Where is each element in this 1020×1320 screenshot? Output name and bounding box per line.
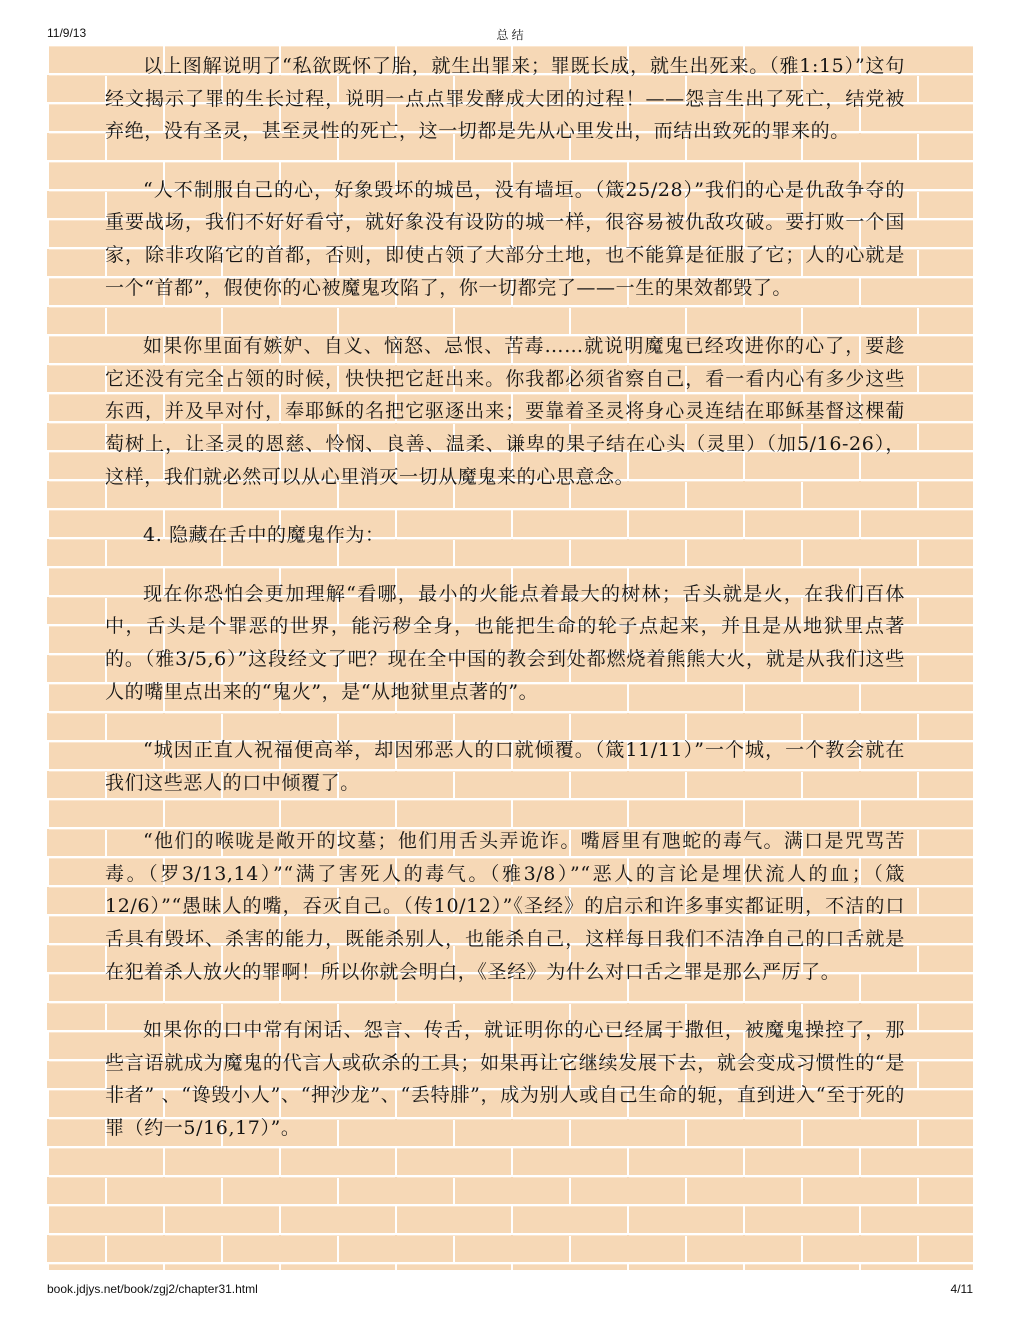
paragraph-5: “城因正直人祝福便高举，却因邪恶人的口就倾覆。（箴11/11）”一个城，一个教会就在我们这些恶人的口中倾覆了。: [105, 739, 905, 794]
paragraph-4: 现在你恐怕会更加理解“看哪，最小的火能点着最大的树林；舌头就是火，在我们百体中，舌头是个罪恶的世界，能污秽全身，也能把生命的轮子点起来，并且是从地狱里点著的。（雅3/5,6）”这段经文了吧？现在全中国的教会到处都燃烧着熊熊大火，就是从我们这些人的嘴里点出来的“鬼火”，是“从地狱里点著的”。: [105, 582, 905, 703]
print-date: 11/9/13: [47, 26, 87, 40]
page-url: book.jdjys.net/book/zgj2/chapter31.html: [47, 1282, 258, 1296]
brick-background-panel: [47, 44, 973, 1270]
page-number: 4/11: [950, 1282, 973, 1296]
paragraph-2: “人不制服自己的心，好象毁坏的城邑，没有墙垣。（箴25/28）”我们的心是仇敌争夺的重要战场，我们不好好看守，就好象没有设防的城一样，很容易被仇敌攻破。要打败一个国家，除非攻陷它的首都，否则，即使占领了大部分土地，也不能算是征服了它；人的心就是一个“首都”，假使你的心被魔鬼攻陷了，你一切都完了——一生的果效都毁了。: [105, 178, 905, 299]
paragraph-6: “他们的喉咙是敞开的坟墓；他们用舌头弄诡诈。嘴唇里有虺蛇的毒气。满口是咒骂苦毒。（罗3/13,14）”“满了害死人的毒气。（雅3/8）”“恶人的言论是埋伏流人的血；（箴12/6）”“愚昧人的嘴，吞灭自己。（传10/12）”《圣经》的启示和许多事实都证明，不洁的口舌具有毁坏、杀害的能力，既能杀别人，也能杀自己，这样每日我们不洁净自己的口舌就是在犯着杀人放火的罪啊！所以你就会明白，《圣经》为什么对口舌之罪是那么严厉了。: [105, 830, 905, 983]
print-header: [0, 22, 1020, 42]
paragraph-7: 如果你的口中常有闲话、怨言、传舌，就证明你的心已经属于撒但，被魔鬼操控了，那些言语就成为魔鬼的代言人或砍杀的工具；如果再让它继续发展下去，就会变成习惯性的“是非者” 、“谗毁小人”、“押沙龙”、“丢特腓”，成为别人或自己生命的轭，直到进入“至于死的罪（约一5/16,17）”。: [105, 1019, 905, 1140]
paragraph-3: 如果你里面有嫉妒、自义、恼怒、忌恨、苦毒……就说明魔鬼已经攻进你的心了，要趁它还没有完全占领的时候，快快把它赶出来。你我都必须省察自己，看一看内心有多少这些东西，并及早对付，奉耶稣的名把它驱逐出来；要靠着圣灵将身心灵连结在耶稣基督这棵葡萄树上，让圣灵的恩慈、怜悯、良善、温柔、谦卑的果子结在心头（灵里）（加5/16-26），这样，我们就必然可以从心里消灭一切从魔鬼来的心思意念。: [105, 335, 905, 488]
page-title: 总 结: [496, 28, 524, 42]
print-footer: [0, 1280, 1020, 1300]
section-heading: 4. 隐藏在舌中的魔鬼作为：: [143, 524, 385, 547]
article-body: [105, 50, 905, 1171]
paragraph-1: 以上图解说明了“私欲既怀了胎，就生出罪来；罪既长成，就生出死来。（雅1:15）”这句经文揭示了罪的生长过程，说明一点点罪发酵成大团的过程！——怨言生出了死亡，结党被弃绝，没有圣灵，甚至灵性的死亡，这一切都是先从心里发出，而结出致死的罪来的。: [105, 55, 905, 143]
